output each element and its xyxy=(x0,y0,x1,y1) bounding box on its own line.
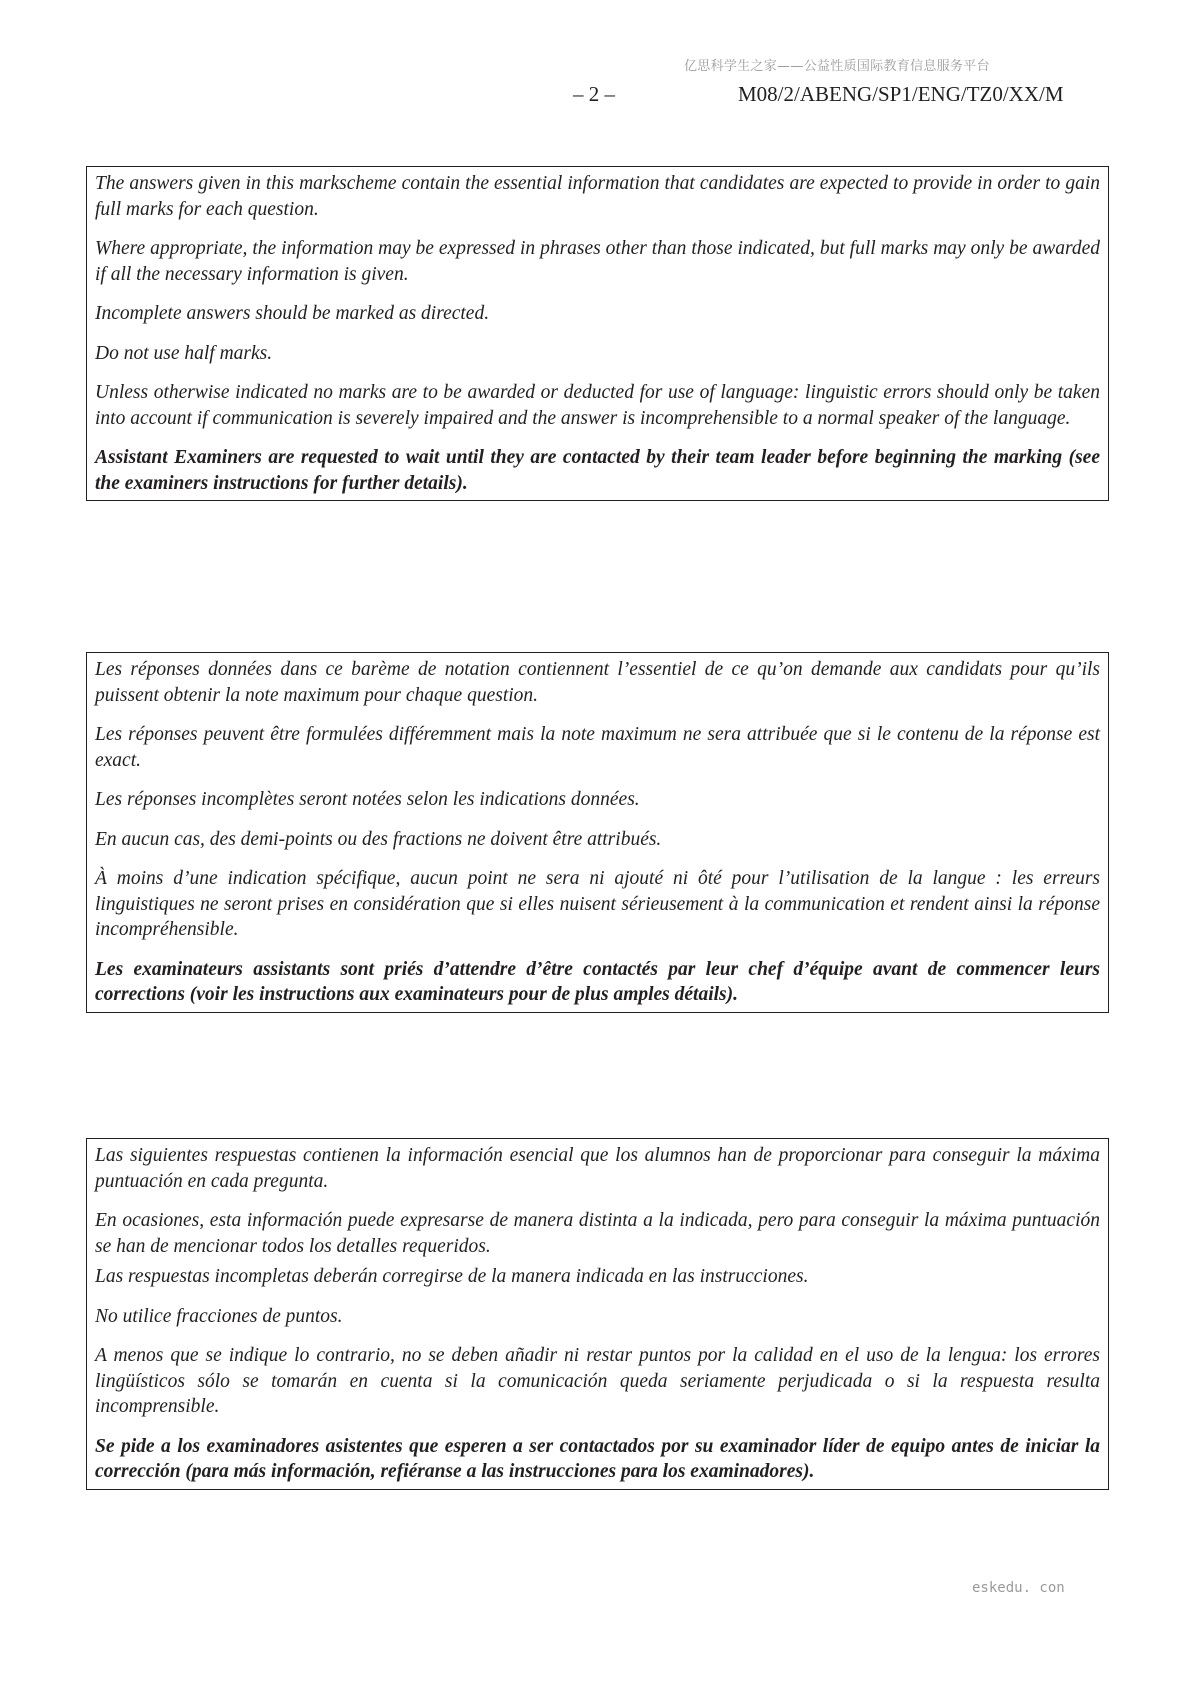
instruction-paragraph: The answers given in this markscheme contain the essential information that candidates are expected to provide in order to gain full marks for each question. xyxy=(95,173,1100,220)
instruction-paragraph: En aucun cas, des demi-points ou des fractions ne doivent être attribués. xyxy=(95,828,662,850)
instruction-paragraph: Las respuestas incompletas deberán corregirse de la manera indicada en las instrucciones. xyxy=(95,1266,809,1287)
instruction-paragraph: Les réponses incomplètes seront notées selon les indications données. xyxy=(95,789,640,810)
instruction-paragraph: A menos que se indique lo contrario, no se deben añadir ni restar puntos por la calidad en el uso de la lengua: los errores lingüísticos sólo se tomarán en cuenta si la comunicación queda seriamente perjudicada o si la respuesta resulta incomprensible. xyxy=(95,1345,1100,1417)
instructions-box-french xyxy=(86,652,1109,1013)
instruction-paragraph-bold: Assistant Examiners are requested to wait until they are contacted by their team leader before beginning the marking (see the examiners instructions for further details). xyxy=(95,447,1100,494)
instruction-paragraph-bold: Les examinateurs assistants sont priés d’attendre d’être contactés par leur chef d’équipe avant de commencer leurs corrections (voir les instructions aux examinateurs pour de plus amples détails). xyxy=(95,958,1100,1005)
instruction-paragraph: Unless otherwise indicated no marks are to be awarded or deducted for use of language: linguistic errors should only be taken into account if communication is severely impaired and the answer is incomprehensible to a normal speaker of the language. xyxy=(95,382,1100,429)
instruction-paragraph: À moins d’une indication spécifique, aucun point ne sera ni ajouté ni ôté pour l’utilisation de la langue : les erreurs linguistiques ne seront prises en considération que si elles nuisent sérieusement à la communication et rendent ainsi la réponse incompréhensible. xyxy=(95,868,1100,940)
instruction-paragraph: Les réponses données dans ce barème de notation contiennent l’essentiel de ce qu’on demande aux candidats pour qu’ils puissent obtenir la note maximum pour chaque question. xyxy=(95,659,1100,706)
footer-watermark: eskedu. con xyxy=(972,1580,1065,1596)
document-code: M08/2/ABENG/SP1/ENG/TZ0/XX/M xyxy=(738,82,1064,106)
instruction-paragraph-bold: Se pide a los examinadores asistentes que esperen a ser contactados por su examinador líder de equipo antes de iniciar la corrección (para más información, refiéranse a las instrucciones para los examinadores). xyxy=(95,1435,1100,1482)
header-watermark: 亿思科学生之家——公益性质国际教育信息服务平台 xyxy=(684,59,990,74)
instruction-paragraph: Do not use half marks. xyxy=(95,342,273,364)
instruction-paragraph: No utilice fracciones de puntos. xyxy=(95,1305,343,1327)
instruction-paragraph: Where appropriate, the information may be expressed in phrases other than those indicated, but full marks may only be awarded if all the necessary information is given. xyxy=(95,238,1100,285)
instructions-box-english xyxy=(86,166,1109,501)
instruction-paragraph: Les réponses peuvent être formulées différemment mais la note maximum ne sera attribuée que si le contenu de la réponse est exact. xyxy=(95,724,1100,771)
instruction-paragraph: Incomplete answers should be marked as directed. xyxy=(95,303,490,324)
instruction-paragraph: Las siguientes respuestas contienen la información esencial que los alumnos han de proporcionar para conseguir la máxima puntuación en cada pregunta. xyxy=(95,1145,1100,1192)
page-number: – 2 – xyxy=(573,82,615,106)
instruction-paragraph: En ocasiones, esta información puede expresarse de manera distinta a la indicada, pero para conseguir la máxima puntuación se han de mencionar todos los detalles requeridos. xyxy=(95,1210,1100,1257)
instructions-box-spanish xyxy=(86,1138,1109,1490)
